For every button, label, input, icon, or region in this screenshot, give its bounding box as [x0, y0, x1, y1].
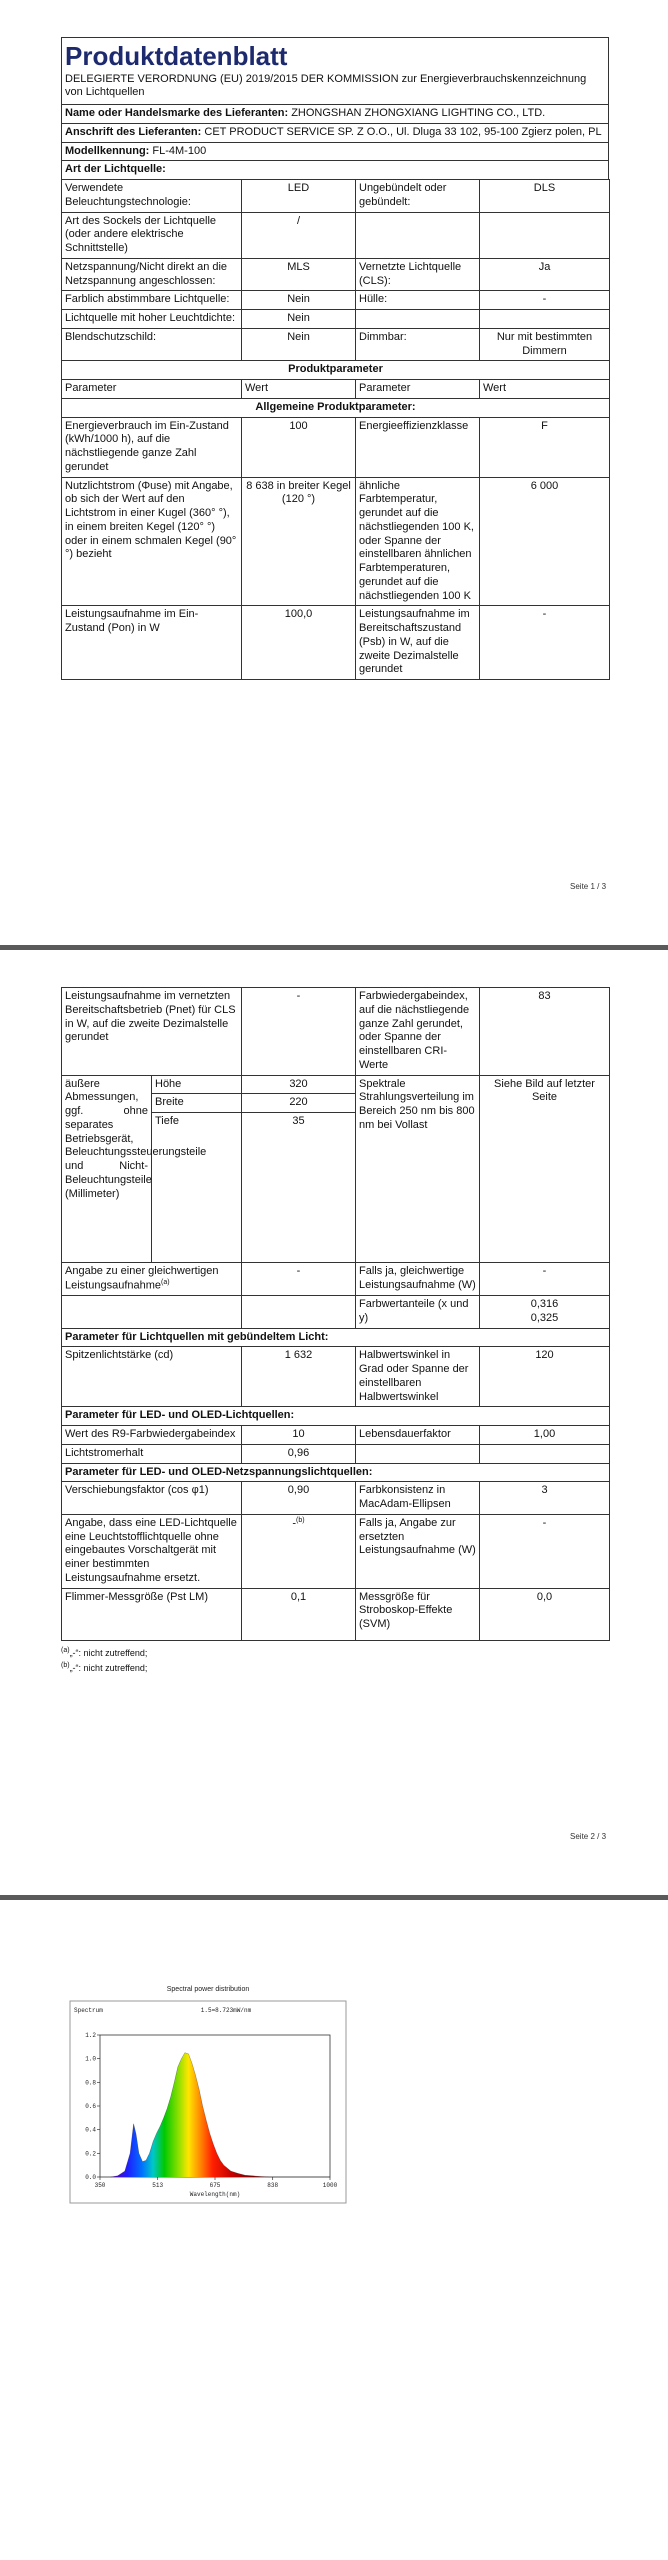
regulation-text: DELEGIERTE VERORDNUNG (EU) 2019/2015 DER KOMMISSION zur Energieverbrauchskennzeichnung von Lichtquellen [65, 72, 587, 99]
spectrum-point [167, 2108, 168, 2109]
beam-value: 120 [480, 1347, 610, 1407]
type-param-2: Hülle: [356, 291, 480, 310]
life-value: 1,00 [480, 1426, 610, 1445]
chroma-label: Farbwertanteile (x und y) [356, 1296, 480, 1329]
equiv2-value: - [480, 1263, 610, 1296]
footnotes [61, 1645, 609, 1676]
spectrum-point [206, 2120, 207, 2121]
general-header: Allgemeine Produktparameter: [62, 398, 610, 417]
spectrum-point [153, 2141, 154, 2142]
general-param-1: Energieverbrauch im Ein-Zustand (kWh/1000 h), auf die nächstliegende ganze Zahl gerundet [62, 417, 242, 477]
spectrum-point [231, 2171, 232, 2172]
spectrum-point [149, 2153, 150, 2154]
spectrum-point [170, 2096, 171, 2097]
peak-value: 1 632 [242, 1347, 356, 1407]
general-param-1: Nutzlichtstrom (Φuse) mit Angabe, ob sich der Wert auf den Lichtstrom in einer Kugel (360° °), in einem breiten Kegel (120° °) oder in einem schmalen Kegel (90° °) bezieht [62, 477, 242, 606]
network-row [62, 988, 610, 1076]
model-label: Modellkennung: [65, 144, 150, 157]
life-label: Lebensdauerfaktor [356, 1426, 480, 1445]
spectrum-point [209, 2133, 210, 2134]
general-param-2: ähnliche Farbtemperatur, gerundet auf die nächstliegenden 100 K, oder Spanne der einstellbaren ähnlichen Farbtemperaturen, gerundet auf die nächstliegenden 100 K [356, 477, 480, 606]
spectrum-point [223, 2165, 224, 2166]
r9-value: 10 [242, 1426, 356, 1445]
general-value-2: 6 000 [480, 477, 610, 606]
type-value-2 [480, 310, 610, 329]
x-tick-label: 1000 [322, 2182, 338, 2189]
x-tick-label: 350 [94, 2182, 106, 2189]
replace2-label: Falls ja, Angabe zur ersetzten Leistungsaufnahme (W) [356, 1514, 480, 1588]
footnote-b: $^{(b)}$„-“: nicht zutreffend; [61, 1662, 148, 1674]
general-value-1: 100,0 [242, 606, 356, 680]
spectrum-point [238, 2173, 239, 2174]
network-param-2: Farbwiedergabeindex, auf die nächstliegende ganze Zahl gerundet, oder Spanne der einstellbaren CRI-Werte [356, 988, 480, 1076]
type-param-2: Vernetzte Lichtquelle (CLS): [356, 258, 480, 291]
dim-value-depth: 35 [242, 1113, 356, 1263]
type-param-1: Verwendete Beleuchtungstechnologie: [62, 180, 242, 213]
type-value-2: Ja [480, 258, 610, 291]
macadam-value: 3 [480, 1482, 610, 1515]
address-value: CET PRODUCT SERVICE SP. Z O.O., Ul. Dluga 33 102, 95-100 Zgierz polen, PL [204, 125, 602, 138]
x-tick-label: 675 [209, 2182, 221, 2189]
y-tick-label: 0.4 [85, 2126, 96, 2134]
pf-label: Verschiebungsfaktor (cos φ1) [62, 1482, 242, 1515]
replace2-value: - [480, 1514, 610, 1588]
x-tick-label: 513 [152, 2182, 164, 2189]
x-axis-label: Wavelength(nm) [189, 2191, 241, 2198]
header-table [61, 37, 609, 180]
svm-label: Messgröße für Stroboskop-Effekte (SVM) [356, 1588, 480, 1640]
type-value-2 [480, 212, 610, 258]
general-value-1: 100 [242, 417, 356, 477]
flicker-label: Flimmer-Messgröße (Pst LM) [62, 1588, 242, 1640]
macadam-label: Farbkonsistenz in MacAdam-Ellipsen [356, 1482, 480, 1515]
spectrum-point [259, 2176, 260, 2177]
chroma-empty-label [62, 1296, 242, 1329]
col-value-2: Wert [480, 380, 610, 399]
spectrum-point [181, 2058, 182, 2059]
spectrum-point [117, 2175, 118, 2176]
maint-empty-value [480, 1444, 610, 1463]
type-value-1: Nein [242, 310, 356, 329]
general-param-2: Energieeffizienzklasse [356, 417, 480, 477]
supplier-value: ZHONGSHAN ZHONGXIANG LIGHTING CO., LTD. [291, 107, 546, 120]
type-table [61, 179, 610, 680]
spectrum-point [136, 2134, 137, 2135]
address-label: Anschrift des Lieferanten: [65, 125, 202, 138]
footnote-a: $^{(a)}$„-“: nicht zutreffend; [61, 1646, 148, 1658]
dim-key-depth: Tiefe [152, 1113, 242, 1263]
type-value-2: - [480, 291, 610, 310]
spectrum-point [330, 2177, 331, 2178]
type-value-1: LED [242, 180, 356, 213]
spectrum-point [202, 2106, 203, 2107]
type-value-1: / [242, 212, 356, 258]
spectrum-point [163, 2117, 164, 2118]
spectrum-svg [66, 1977, 350, 2207]
spectrum-point [269, 2177, 270, 2178]
spectrum-point [130, 2153, 131, 2154]
chart-title: Spectral power distribution [166, 1986, 250, 1993]
spectrum-point [185, 2052, 186, 2053]
dim-value-width: 220 [242, 1094, 356, 1113]
spectral-value: Siehe Bild auf letzter Seite [480, 1075, 610, 1263]
pf-value: 0,90 [242, 1482, 356, 1515]
model-value: FL-4M-100 [152, 144, 207, 157]
spectrum-point [139, 2153, 140, 2154]
dim-key-width: Breite [152, 1094, 242, 1113]
x-tick-label: 838 [267, 2182, 279, 2189]
spectrum-point [213, 2144, 214, 2145]
type-value-2: DLS [480, 180, 610, 213]
chroma-values [480, 1296, 610, 1329]
maint-empty-label [356, 1444, 480, 1463]
type-param-1: Netzspannung/Nicht direkt an die Netzspannung angeschlossen: [62, 258, 242, 291]
spectrum-point [156, 2133, 157, 2134]
led-header: Parameter für LED- und OLED-Lichtquellen: [62, 1407, 610, 1426]
spectrum-point [312, 2177, 313, 2178]
chroma-x: 0,316 [530, 1298, 559, 1311]
network-param-1: Leistungsaufnahme im vernetzten Bereitschaftsbetrieb (Pnet) für CLS in W, auf die zweite Dezimalstelle gerundet [62, 988, 242, 1076]
page-number-1: Seite 1 / 3 [570, 882, 607, 891]
equiv-value: - [242, 1263, 356, 1296]
type-row [62, 212, 610, 258]
page-2 [0, 950, 668, 1895]
col-param-1: Parameter [62, 380, 242, 399]
spectrum-point [216, 2153, 217, 2154]
page-number-2: Seite 2 / 3 [570, 1832, 607, 1841]
spectrum-point [280, 2177, 281, 2178]
type-value-2: Nur mit bestimmten Dimmern [480, 328, 610, 361]
type-row [62, 291, 610, 310]
spectrum-point [252, 2175, 253, 2176]
page2-table [61, 987, 610, 1641]
peak-label: Spitzenlichtstärke (cd) [62, 1347, 242, 1407]
chart-annotation: 1.5=8.723mW/nm [200, 2007, 252, 2014]
y-tick-label: 0.2 [85, 2150, 96, 2158]
dims-label: äußere Abmessungen, ggf. ohne separates Betriebsgerät, Beleuchtungssteuerungsteile und Nicht-Beleuchtungsteile (Millimeter) [62, 1075, 152, 1263]
general-value-1: 8 638 in breiter Kegel (120 °) [242, 477, 356, 606]
type-param-1: Lichtquelle mit hoher Leuchtdichte: [62, 310, 242, 329]
type-param-1: Art des Sockels der Lichtquelle (oder andere elektrische Schnittstelle) [62, 212, 242, 258]
maint-label: Lichtstromerhalt [62, 1444, 242, 1463]
chroma-empty-value [242, 1296, 356, 1329]
supplier-label: Name oder Handelsmarke des Lieferanten: [65, 107, 289, 120]
general-row [62, 606, 610, 680]
equiv2-label: Falls ja, gleichwertige Leistungsaufnahme (W) [356, 1263, 480, 1296]
page-1 [0, 0, 668, 945]
type-row [62, 310, 610, 329]
general-param-1: Leistungsaufnahme im Ein-Zustand (Pon) in W [62, 606, 242, 680]
replace-label: Angabe, dass eine LED-Lichtquelle eine Leuchtstofflichtquelle ohne eingebautes Vorschaltgerät mit einer bestimmten Leistungsaufnahme ersetzt. [62, 1514, 242, 1588]
flicker-value: 0,1 [242, 1588, 356, 1640]
general-row [62, 417, 610, 477]
spectrum-point [142, 2161, 143, 2162]
type-param-2: Ungebündelt oder gebündelt: [356, 180, 480, 213]
network-value-2: 83 [480, 988, 610, 1076]
y-tick-label: 1.0 [85, 2055, 96, 2063]
spectrum-point [133, 2123, 134, 2124]
address-row [62, 123, 609, 142]
replace-value: -$^{(b)}$ [242, 1514, 356, 1588]
col-param-2: Parameter [356, 380, 480, 399]
spectrum-point [195, 2075, 196, 2076]
type-param-2: Dimmbar: [356, 328, 480, 361]
dim-key-height: Höhe [152, 1075, 242, 1094]
type-header: Art der Lichtquelle: [62, 161, 609, 180]
general-value-2: - [480, 606, 610, 680]
type-row [62, 180, 610, 213]
spectrum-point [192, 2063, 193, 2064]
spectrum-chart [66, 1977, 350, 2207]
type-param-1: Farblich abstimmbare Lichtquelle: [62, 291, 242, 310]
y-tick-label: 0.8 [85, 2079, 96, 2087]
mains-header: Parameter für LED- und OLED-Netzspannungslichtquellen: [62, 1463, 610, 1482]
network-value-1: - [242, 988, 356, 1076]
spectral-label: Spektrale Strahlungsverteilung im Bereich 250 nm bis 800 nm bei Vollast [356, 1075, 480, 1263]
y-tick-label: 0.6 [85, 2103, 96, 2110]
spectrum-point [294, 2177, 295, 2178]
general-value-2: F [480, 417, 610, 477]
r9-label: Wert des R9-Farbwiedergabeindex [62, 1426, 242, 1445]
page-title: Produktdatenblatt [65, 41, 288, 71]
datasheet-page-2 [61, 987, 609, 1675]
spectrum-point [220, 2160, 221, 2161]
y-tick-label: 1.2 [85, 2032, 96, 2039]
general-param-2: Leistungsaufnahme im Bereitschaftszustand (Psb) in W, auf die zweite Dezimalstelle gerundet [356, 606, 480, 680]
spectrum-point [199, 2089, 200, 2090]
type-value-1: MLS [242, 258, 356, 291]
dim-value-height: 320 [242, 1075, 356, 1094]
model-row [62, 142, 609, 161]
beam-label: Halbwertswinkel in Grad oder Spanne der einstellbaren Halbwertswinkel [356, 1347, 480, 1407]
chroma-y: 0,325 [530, 1311, 559, 1324]
spectrum-point [245, 2175, 246, 2176]
spectrum-point [174, 2082, 175, 2083]
supplier-row [62, 105, 609, 124]
spectrum-point [177, 2067, 178, 2068]
bundled-header: Parameter für Lichtquellen mit gebündeltem Licht: [62, 1328, 610, 1347]
type-param-2 [356, 212, 480, 258]
type-value-1: Nein [242, 291, 356, 310]
spectrum-point [146, 2160, 147, 2161]
y-tick-label: 0.0 [85, 2174, 96, 2181]
maint-value: 0,96 [242, 1444, 356, 1463]
spectrum-point [110, 2177, 111, 2178]
spectrum-point [124, 2171, 125, 2172]
type-value-1: Nein [242, 328, 356, 361]
svm-value: 0,0 [480, 1588, 610, 1640]
type-param-1: Blendschutzschild: [62, 328, 242, 361]
spectrum-point [188, 2054, 189, 2055]
y-axis-label: Spectrum [74, 2007, 103, 2014]
spectrum-point [160, 2126, 161, 2127]
type-param-2 [356, 310, 480, 329]
datasheet-page-1 [61, 37, 609, 680]
col-value-1: Wert [242, 380, 356, 399]
type-row [62, 258, 610, 291]
general-row [62, 477, 610, 606]
params-header: Produktparameter [62, 361, 610, 380]
type-row [62, 328, 610, 361]
equiv-label: Angabe zu einer gleichwertigen Leistungsaufnahme$^{(a)}$ [62, 1263, 242, 1296]
